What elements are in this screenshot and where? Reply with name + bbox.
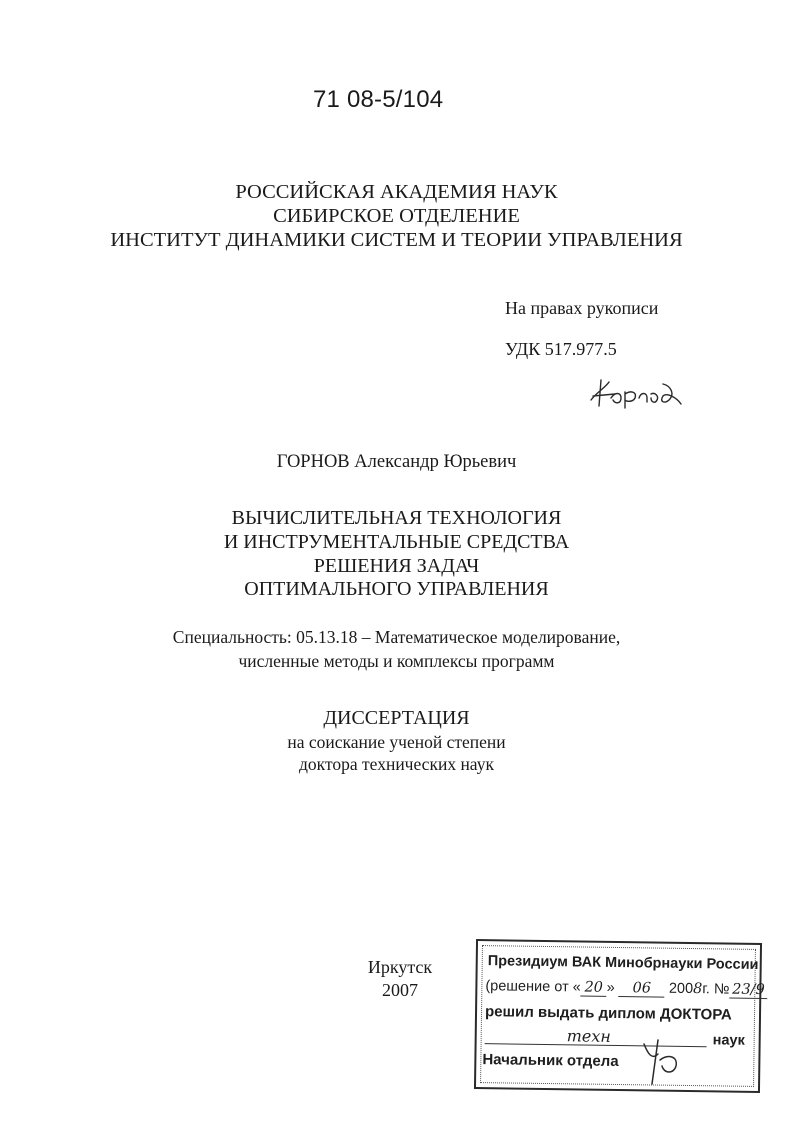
dissertation-label: ДИССЕРТАЦИЯ (323, 707, 470, 729)
degree-purpose-line-1: на соискание ученой степени (287, 732, 506, 752)
title-line-3: РЕШЕНИЯ ЗАДАЧ (313, 555, 480, 577)
author-name: ГОРНОВ Александр Юрьевич (276, 452, 517, 472)
title-line-4: ОПТИМАЛЬНОГО УПРАВЛЕНИЯ (244, 578, 549, 600)
stamp-month: 06 (619, 980, 665, 998)
stamp-decision-prefix: (решение от « (485, 978, 581, 996)
catalog-number: 71 08-5/104 (313, 86, 444, 113)
specialty-line-1: Специальность: 05.13.18 – Математическое моделирование, (172, 627, 621, 647)
stamp-day: 20 (581, 979, 607, 996)
stamp-year-digit: 8 (692, 981, 703, 998)
stamp-degree-suffix: наук (712, 1032, 745, 1049)
stamp-presidium-line: Президиум ВАК Минобрнауки России (487, 953, 759, 973)
degree-purpose-line-2: доктора технических наук (299, 754, 494, 774)
organization-line-1: РОССИЙСКАЯ АКАДЕМИЯ НАУК (235, 181, 558, 203)
year: 2007 (382, 980, 418, 1000)
stamp-year-prefix: 200 (668, 980, 694, 998)
title-line-2: И ИНСТРУМЕНТАЛЬНЫЕ СРЕДСТВА (223, 531, 570, 553)
stamp-number: 23/9 (729, 982, 767, 1000)
stamp-head-of-department: Начальник отдела (482, 1051, 619, 1071)
stamp-day-sep: » (606, 979, 615, 996)
title-line-1: ВЫЧИСЛИТЕЛЬНАЯ ТЕХНОЛОГИЯ (231, 507, 562, 529)
manuscript-note: На правах рукописи (505, 298, 659, 318)
stamp-degree-handwritten: техн (566, 1026, 612, 1046)
stamp-head-signature (638, 1030, 688, 1090)
stamp-year-suffix: г. № (702, 981, 730, 998)
place: Иркутск (367, 957, 433, 977)
vak-stamp (474, 939, 765, 1093)
stamp-decision-text: решил выдать диплом ДОКТОРА (484, 1003, 732, 1024)
organization-line-3: ИНСТИТУТ ДИНАМИКИ СИСТЕМ И ТЕОРИИ УПРАВЛЕНИЯ (110, 229, 683, 251)
author-signature (585, 374, 685, 414)
organization-line-2: СИБИРСКОЕ ОТДЕЛЕНИЕ (273, 205, 520, 227)
specialty-line-2: численные методы и комплексы программ (238, 651, 555, 671)
udc-code: УДК 517.977.5 (505, 339, 617, 359)
